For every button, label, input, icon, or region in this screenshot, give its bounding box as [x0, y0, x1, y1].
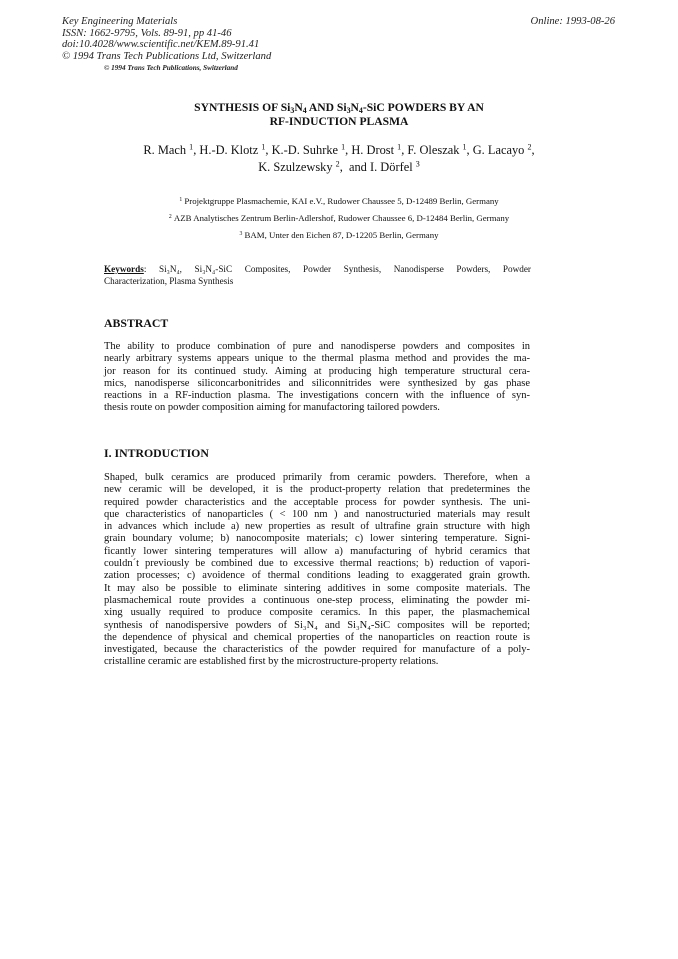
text-line: investigated, because the characteristics of the powder required for manufacture of a poly-	[104, 644, 530, 656]
copyright-line: © 1994 Trans Tech Publications Ltd, Switzerland	[62, 50, 272, 62]
title-line-1: SYNTHESIS OF $Si_3N_4$ AND $Si_3N_4$-SiC POWDERS BY AN	[194, 101, 484, 115]
text-line: mics, nanodisperse siliconcarbonitrides and siliconnitrides were synthesized by gas phase	[104, 377, 530, 389]
author-name: F. Oleszak	[407, 143, 460, 157]
author-name: H. Drost	[351, 143, 395, 157]
text-line: jor reason for its continued study. Aiming at producing high temperature structural cera-	[104, 365, 530, 377]
affiliation-2: $^2$ AZB Analytisches Zentrum Berlin-Adlershof, Rudower Chaussee 6, D-12484 Berlin, Germany	[168, 213, 510, 223]
affiliation-3: $^3$ BAM, Unter den Eichen 87, D-12205 Berlin, Germany	[239, 230, 439, 240]
text-line: couldn´t previously be combined due to excessive thermal reactions; b) reduction of vapori-	[104, 558, 530, 570]
author-name: K.-D. Suhrke	[271, 143, 339, 157]
abstract-heading: ABSTRACT	[104, 316, 169, 330]
text-line: thesis route on powder composition aiming for manufactoring tailored powders.	[104, 402, 440, 414]
doi-line: doi:10.4028/www.scientific.net/KEM.89-91.41	[62, 39, 260, 51]
text-line: in advances which include a) new properties as result of ultrafine grain structure with high	[104, 521, 530, 533]
title-line-2: RF-INDUCTION PLASMA	[269, 115, 409, 128]
abstract-body	[104, 341, 530, 415]
text-line: nearly arbitrary systems appears unique to the thermal plasma method and provides the ma-	[104, 353, 530, 365]
text-line: new ceramic will be developed, it is the product-property relation that predetermines the	[104, 484, 530, 496]
text-line: ficantly lower sintering temperatures will allow a) manufacturing of hybrid ceramics that	[104, 545, 530, 557]
publication-metadata	[62, 16, 271, 62]
text-line: It may also be possible to eliminate sintering additives in some composite materials. The	[104, 582, 530, 594]
keywords-line-1: Keywords: Si₃N₄, Si₃N₄-SiC Composites, Powder Synthesis, Nanodisperse Powders, Powder	[104, 264, 531, 274]
keywords-label: Keywords	[104, 264, 144, 274]
author-name: I. Dörfel	[369, 160, 413, 174]
issn-line: ISSN: 1662-9795, Vols. 89-91, pp 41-46	[62, 27, 232, 39]
paper-title	[0, 101, 678, 129]
text-line: grain boundary volume; b) nanocomposite materials; c) lower sintering temperature. Signi-	[104, 533, 530, 545]
text-line: cristalline ceramic are established first by the microstructure-property relations.	[104, 656, 439, 668]
copyright-small: © 1994 Trans Tech Publications, Switzerland	[104, 64, 238, 72]
introduction-body	[104, 472, 530, 669]
text-line: The ability to produce combination of pure and nanodisperse powders and composites in	[104, 341, 530, 352]
author-line-1: R. Mach $^1$, H.-D. Klotz $^1$, K.-D. Suhrke $^1$, H. Drost $^1$, F. Oleszak $^1$, G. Lacayo $^2$,	[143, 142, 535, 157]
text-line: zation processes; c) avoidence of thermal conditions leading to exaggerated grain growth.	[104, 570, 530, 582]
text-line: plasmachemical route provides a continuous one-step process, eliminating the powder mi-	[104, 594, 530, 606]
online-date: Online: 1993-08-26	[530, 16, 615, 27]
author-name: K. Szulzewsky	[258, 160, 333, 174]
author-line-2: K. Szulzewsky $^2$, and I. Dörfel $^3$	[258, 159, 420, 174]
text-line: que characteristics of nanoparticles ( < 100 nm ) and nanostructuried materials may result	[104, 508, 530, 520]
text-line: the dependence of physical and chemical properties of the nanoparticles on reaction route is	[104, 631, 530, 643]
journal-name: Key Engineering Materials	[62, 16, 178, 27]
text-line: xing usually required to produce composite ceramics. In this paper, the plasmachemical	[104, 607, 530, 619]
text-line: Shaped, bulk ceramics are produced primarily from ceramic powders. Therefore, when a	[104, 472, 530, 483]
author-name: G. Lacayo	[472, 143, 525, 157]
keywords-block	[104, 264, 531, 287]
text-line: synthesis of nanodispersive powders of Si₃N₄ and Si₃N₄-SiC composites will be reported;	[104, 619, 530, 631]
introduction-heading: I. INTRODUCTION	[104, 446, 209, 460]
affiliation-1: $^1$ Projektgruppe Plasmachemie, KAI e.V., Rudower Chaussee 5, D-12489 Berlin, Germany	[179, 196, 499, 206]
author-list	[0, 142, 678, 176]
text-line: reactions in a RF-induction plasma. The investigations concern with the influence of syn-	[104, 390, 530, 402]
keywords-line-2: Characterization, Plasma Synthesis	[104, 275, 234, 286]
author-name: R. Mach	[143, 143, 187, 157]
text-line: required powder characteristics and the acceptable process for powder synthesis. The uni-	[104, 496, 530, 508]
author-name: H.-D. Klotz	[199, 143, 259, 157]
authors-and: and	[348, 160, 367, 174]
